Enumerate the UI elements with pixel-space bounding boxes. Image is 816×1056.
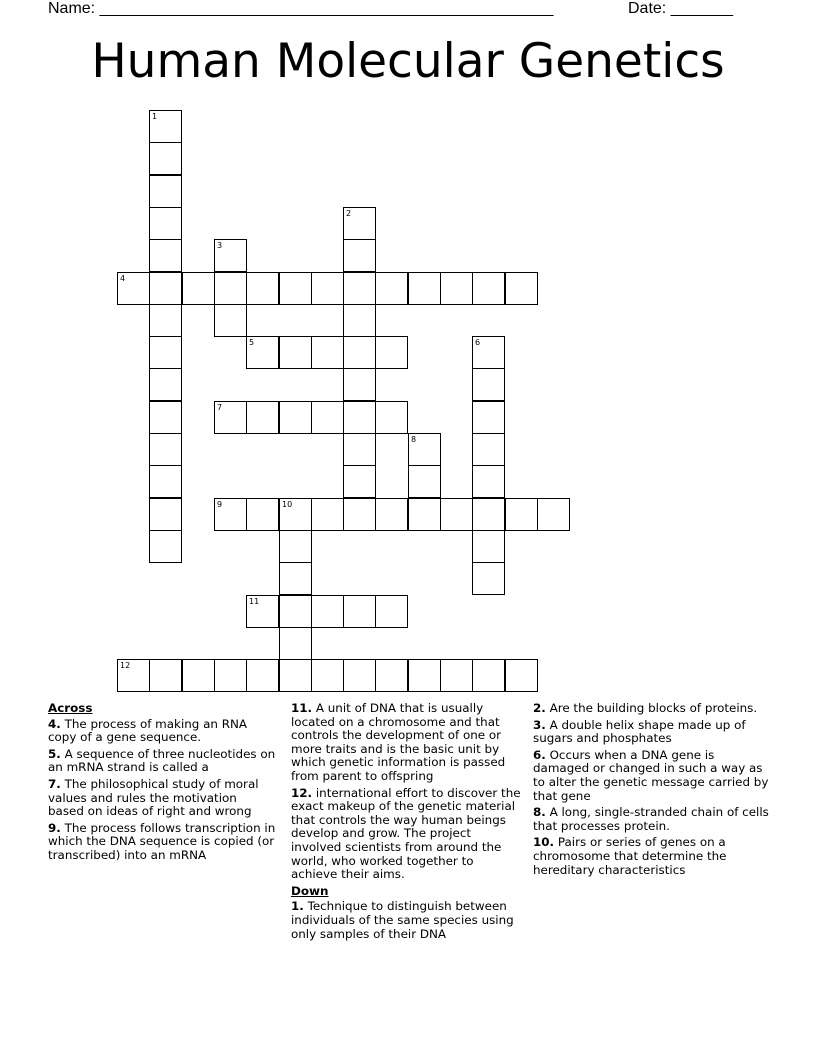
grid-cell[interactable] [149, 239, 182, 272]
grid-cell[interactable] [279, 530, 312, 563]
date-field-label: Date: _______ [628, 0, 733, 17]
grid-cell[interactable] [472, 336, 505, 369]
clue-item [291, 900, 523, 941]
clue-item [291, 702, 523, 784]
grid-cell[interactable] [149, 142, 182, 175]
clue-item-text: A sequence of three nucleotides on an mRNA strand is called a [48, 746, 276, 775]
grid-cell[interactable] [311, 401, 344, 434]
clues-column-2 [291, 702, 523, 944]
grid-cell[interactable] [472, 433, 505, 466]
grid-cell[interactable] [279, 336, 312, 369]
across-clue-list [48, 718, 276, 863]
grid-cell[interactable] [182, 659, 215, 692]
grid-cell[interactable] [472, 659, 505, 692]
grid-cell[interactable] [117, 659, 150, 692]
grid-cell[interactable] [279, 401, 312, 434]
grid-cell[interactable] [472, 401, 505, 434]
down-clue-list-continued [533, 702, 773, 877]
clue-item [533, 836, 773, 877]
grid-cell[interactable] [343, 401, 376, 434]
grid-cell[interactable] [343, 304, 376, 337]
down-clue-list [291, 900, 523, 941]
grid-cell[interactable] [246, 336, 279, 369]
grid-cell[interactable] [375, 498, 408, 531]
clue-item-text: A double helix shape made up of sugars and phosphates [533, 717, 746, 746]
grid-cell[interactable] [311, 659, 344, 692]
grid-cell[interactable] [279, 659, 312, 692]
grid-cell[interactable] [408, 465, 441, 498]
grid-cell[interactable] [246, 659, 279, 692]
grid-cell[interactable] [408, 272, 441, 305]
grid-cell[interactable] [440, 272, 473, 305]
grid-cell[interactable] [149, 433, 182, 466]
grid-cell[interactable] [149, 659, 182, 692]
down-heading: Down [291, 883, 329, 898]
clue-number: 12 [120, 661, 131, 670]
grid-cell[interactable] [311, 336, 344, 369]
clues-column-1 [48, 702, 276, 866]
grid-cell[interactable] [311, 595, 344, 628]
across-clue-list-continued [291, 702, 523, 882]
grid-cell[interactable] [375, 336, 408, 369]
grid-cell[interactable] [505, 272, 538, 305]
clue-item-number: 2. [533, 701, 546, 715]
grid-cell[interactable] [214, 401, 247, 434]
grid-cell[interactable] [343, 465, 376, 498]
clue-item [48, 822, 276, 863]
grid-cell[interactable] [117, 272, 150, 305]
grid-cell[interactable] [375, 659, 408, 692]
clue-number: 5 [249, 338, 255, 347]
grid-cell[interactable] [343, 595, 376, 628]
grid-cell[interactable] [537, 498, 570, 531]
grid-cell[interactable] [246, 498, 279, 531]
grid-cell[interactable] [343, 336, 376, 369]
grid-cell[interactable] [182, 272, 215, 305]
clue-item [48, 748, 276, 775]
clue-number: 7 [217, 403, 223, 412]
name-field-label: Name: ___________________________________________________ [48, 0, 554, 17]
clues-column-3 [533, 702, 773, 880]
grid-cell[interactable] [279, 595, 312, 628]
clue-item-text: A unit of DNA that is usually located on a chromosome and that controls the development of one or more traits and is the basic unit by which genetic information is passed from parent to offspring [291, 701, 506, 783]
grid-cell[interactable] [375, 595, 408, 628]
grid-cell[interactable] [375, 401, 408, 434]
clue-number: 11 [249, 597, 260, 606]
grid-cell[interactable] [246, 401, 279, 434]
grid-cell[interactable] [440, 498, 473, 531]
clue-item-text: The philosophical study of moral values and rules the motivation based on ideas of right and wrong [48, 776, 259, 819]
grid-cell[interactable] [149, 368, 182, 401]
clue-number: 2 [346, 209, 352, 218]
clue-item-text: international effort to discover the exact makeup of the genetic material that controls the way human beings develop and grow. The project involved scientists from around the world, who worked together to achieve their aims. [291, 785, 521, 882]
grid-cell[interactable] [472, 465, 505, 498]
grid-cell[interactable] [149, 530, 182, 563]
grid-cell[interactable] [408, 433, 441, 466]
grid-cell[interactable] [343, 659, 376, 692]
grid-cell[interactable] [246, 272, 279, 305]
clue-item [533, 719, 773, 746]
grid-cell[interactable] [343, 272, 376, 305]
grid-cell[interactable] [343, 239, 376, 272]
grid-cell[interactable] [408, 498, 441, 531]
clue-item-number: 12. [291, 785, 313, 800]
grid-cell[interactable] [214, 272, 247, 305]
grid-cell[interactable] [246, 595, 279, 628]
grid-cell[interactable] [505, 659, 538, 692]
clue-number: 1 [152, 112, 158, 121]
grid-cell[interactable] [472, 498, 505, 531]
clue-item-text: A long, single-stranded chain of cells that processes protein. [533, 805, 769, 833]
grid-cell[interactable] [343, 498, 376, 531]
grid-cell[interactable] [472, 562, 505, 595]
clue-item-text: Occurs when a DNA gene is damaged or changed in such a way as to alter the genetic message carried by that gene [533, 747, 769, 803]
clue-item-number: 10. [533, 835, 555, 850]
clue-item-text: The process of making an RNA copy of a gene sequence. [48, 716, 248, 745]
clue-item-number: 11. [291, 701, 313, 715]
grid-cell[interactable] [214, 659, 247, 692]
clue-number: 9 [217, 500, 223, 509]
clue-number: 8 [411, 435, 417, 444]
grid-cell[interactable] [279, 627, 312, 660]
grid-cell[interactable] [343, 207, 376, 240]
clue-item [533, 702, 773, 716]
clue-item-number: 7. [48, 776, 61, 791]
across-heading: Across [48, 701, 93, 715]
clue-item-number: 3. [533, 717, 546, 732]
clue-number: 3 [217, 241, 223, 250]
clue-item [533, 749, 773, 803]
grid-cell[interactable] [472, 368, 505, 401]
grid-cell[interactable] [343, 433, 376, 466]
clue-item-number: 5. [48, 746, 61, 761]
clue-item-number: 1. [291, 899, 304, 914]
clue-item-number: 6. [533, 747, 546, 762]
grid-cell[interactable] [214, 304, 247, 337]
grid-cell[interactable] [214, 498, 247, 531]
grid-cell[interactable] [375, 272, 408, 305]
clue-number: 4 [120, 274, 126, 283]
grid-cell[interactable] [149, 465, 182, 498]
grid-cell[interactable] [279, 562, 312, 595]
clue-item [291, 787, 523, 882]
grid-cell[interactable] [505, 498, 538, 531]
clue-number: 10 [282, 500, 293, 509]
grid-cell[interactable] [149, 401, 182, 434]
grid-cell[interactable] [149, 175, 182, 208]
clue-item [48, 778, 276, 819]
grid-cell[interactable] [311, 498, 344, 531]
grid-cell[interactable] [279, 272, 312, 305]
grid-cell[interactable] [279, 498, 312, 531]
grid-cell[interactable] [472, 272, 505, 305]
clue-number: 6 [475, 338, 481, 347]
grid-cell[interactable] [149, 336, 182, 369]
clue-item-text: The process follows transcription in which the DNA sequence is copied (or transcribed) into an mRNA [48, 820, 276, 862]
grid-cell[interactable] [408, 659, 441, 692]
clue-item-number: 9. [48, 820, 61, 835]
clue-item-text: Pairs or series of genes on a chromosome that determine the hereditary characteristics [533, 835, 727, 877]
clue-item-number: 4. [48, 716, 61, 731]
grid-cell[interactable] [440, 659, 473, 692]
grid-cell[interactable] [214, 239, 247, 272]
clue-item-text: Are the building blocks of proteins. [545, 701, 758, 715]
grid-cell[interactable] [311, 272, 344, 305]
grid-cell[interactable] [149, 110, 182, 143]
grid-cell[interactable] [343, 368, 376, 401]
grid-cell[interactable] [149, 304, 182, 337]
grid-cell[interactable] [149, 207, 182, 240]
clue-item-number: 8. [533, 805, 546, 820]
clue-item-text: Technique to distinguish between individuals of the same species using only samples of their DNA [291, 899, 514, 941]
grid-cell[interactable] [472, 530, 505, 563]
page-title: Human Molecular Genetics [91, 34, 725, 89]
clue-item [533, 806, 773, 833]
grid-cell[interactable] [149, 498, 182, 531]
clue-item [48, 718, 276, 745]
grid-cell[interactable] [149, 272, 182, 305]
